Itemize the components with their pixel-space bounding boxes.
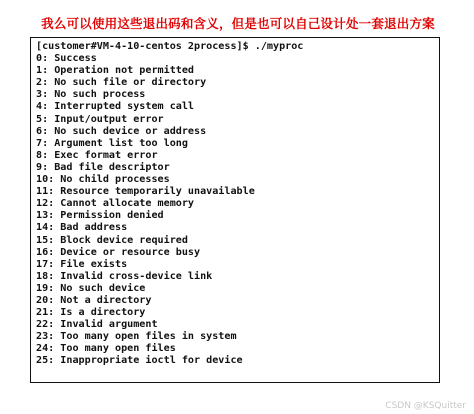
terminal-line: 12: Cannot allocate memory	[36, 198, 195, 210]
terminal-line: 9: Bad file descriptor	[36, 161, 170, 173]
terminal-line: 1: Operation not permitted	[36, 65, 195, 77]
terminal-prompt: [customer#VM-4-10-centos 2process]$ ./myproc	[36, 41, 304, 52]
terminal-lines	[36, 53, 439, 367]
annotation-text: 我么可以使用这些退出码和含义，但是也可以自己设计处一套退出方案	[41, 16, 435, 31]
terminal-line: 11: Resource temporarily unavailable	[36, 186, 255, 198]
terminal-output	[30, 37, 440, 383]
terminal-line: 13: Permission denied	[36, 210, 164, 222]
terminal-line: 5: Input/output error	[36, 113, 164, 125]
terminal-line: 24: Too many open files	[36, 343, 176, 355]
terminal-line: 7: Argument list too long	[36, 137, 188, 149]
watermark-text: CSDN @KSQuitter	[385, 401, 466, 411]
terminal-line: 23: Too many open files in system	[36, 331, 237, 343]
terminal-line: 25: Inappropriate ioctl for device	[36, 355, 243, 367]
terminal-line: 17: File exists	[36, 258, 128, 270]
terminal-line: 2: No such file or directory	[36, 77, 207, 89]
terminal-line: 20: Not a directory	[36, 294, 152, 306]
terminal-line: 3: No such process	[36, 89, 146, 101]
terminal-line: 22: Invalid argument	[36, 319, 158, 331]
terminal-line: 14: Bad address	[36, 222, 128, 234]
terminal-line: 10: No child processes	[36, 174, 170, 186]
terminal-line: 15: Block device required	[36, 234, 188, 246]
terminal-line: 4: Interrupted system call	[36, 101, 195, 113]
terminal-line: 21: Is a directory	[36, 307, 146, 319]
terminal-line: 0: Success	[36, 53, 97, 65]
terminal-line: 18: Invalid cross-device link	[36, 270, 213, 282]
terminal-line: 16: Device or resource busy	[36, 246, 201, 258]
terminal-line: 8: Exec format error	[36, 149, 158, 161]
terminal-line: 6: No such device or address	[36, 125, 207, 137]
terminal-line: 19: No such device	[36, 282, 146, 294]
